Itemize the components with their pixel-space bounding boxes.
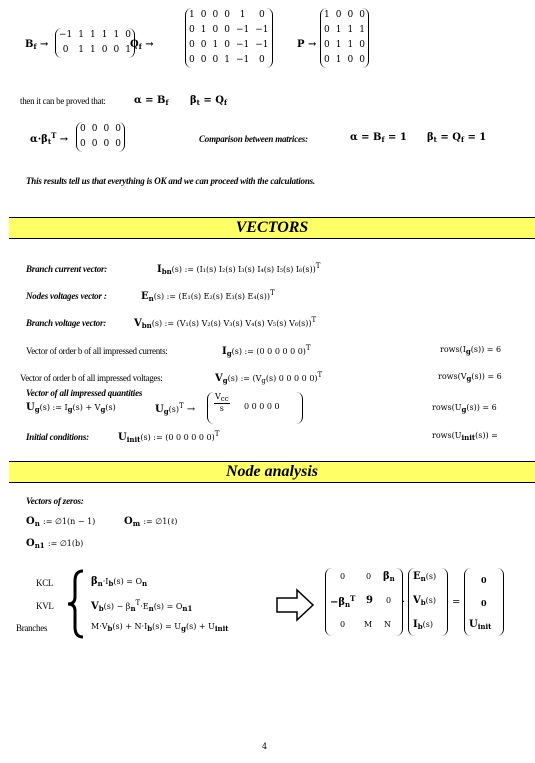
matrix-cell: 0: [359, 55, 365, 65]
matrix-cell: 1: [189, 10, 195, 20]
matrix-cell: 1: [78, 45, 85, 55]
matrix-row: [321, 38, 368, 53]
proof-eq1: $\alpha = B_f$: [134, 95, 169, 107]
ug-t-eq: $U_g(s)^T$ →: [155, 402, 196, 416]
matrix-cell: 0: [212, 10, 219, 20]
matrix-cell: 0: [62, 45, 69, 55]
branch-voltage-eq: $V_{bn}(s)$ := (V₁(s) V₂(s) V₃(s) V₄(s) V₅(s) V₆(s))$^T$: [134, 316, 317, 330]
qf-label: $Q_f$ →: [130, 39, 154, 51]
nodes-voltage-label: Nodes voltages vector :: [26, 291, 107, 301]
vec-e: $E_n(s)$: [413, 571, 437, 583]
implies-arrow-icon: [275, 588, 315, 622]
matrix-cell: 0: [212, 25, 219, 35]
matrix-cell: 1: [335, 40, 342, 50]
sys-r2c3: 0: [386, 596, 392, 605]
matrix-cell: 1: [224, 55, 230, 65]
all-imp-label: Vector of all impressed quantities: [26, 388, 143, 398]
imp-voltage-eq: $V_g(s)$ := ($V_g(s)$ 0 0 0 0 0)$^T$: [215, 371, 323, 385]
matrix-cell: 0: [189, 25, 195, 35]
branches-eq: $M\cdot V_b(s) + N\cdot I_b(s) = U_g(s) + U_{init}$: [91, 622, 229, 633]
matrix-cell: 0: [347, 10, 354, 20]
kvl-label: KVL: [36, 601, 54, 611]
vectors-header: [9, 217, 535, 239]
matrix-cell: 0: [125, 30, 131, 40]
matrix-cell: 1: [101, 30, 108, 40]
branch-voltage-label: Branch voltage vector:: [26, 318, 107, 328]
matrix-cell: 0: [91, 124, 98, 134]
matrix-cell: 0: [224, 25, 230, 35]
zeros-label: Vectors of zeros:: [26, 496, 84, 506]
imp-voltage-label: Vector of order b of all impressed voltages:: [20, 373, 163, 383]
p-label: P →: [297, 39, 317, 50]
matrix-cell: 0: [324, 40, 330, 50]
matrix-cell: 1: [324, 10, 330, 20]
unknowns-vector: [408, 568, 448, 636]
page-number: 4: [262, 742, 268, 751]
proof-text: then it can be proved that:: [20, 96, 106, 106]
sys-r1c2: 0: [366, 572, 372, 581]
matrix-cell: 0: [113, 45, 120, 55]
matrix-cell: 0: [189, 40, 195, 50]
bf-label: $B_f$ →: [25, 39, 49, 51]
branch-current-eq: $I_{bn}(s)$ := (I₁(s) I₂(s) I₃(s) I₄(s) I₅(s) I₆(s))$^T$: [157, 262, 321, 276]
matrix-row: [186, 8, 272, 23]
vec-i: $I_b(s)$: [413, 619, 433, 631]
matrix-cell: 1: [113, 30, 120, 40]
sys-r3c1: 0: [340, 620, 346, 629]
matrix-row: [186, 23, 272, 38]
om-def: $O_m$ := ∅1(ℓ): [124, 516, 178, 528]
matrix-cell: 0: [335, 10, 342, 20]
sys-r2c2: 𝟗: [366, 595, 373, 606]
sys-r1c1: 0: [340, 572, 346, 581]
vec-v: $V_b(s)$: [413, 595, 437, 607]
matrix-cell: 0: [200, 10, 207, 20]
matrix-cell: 1: [90, 45, 96, 55]
matrix-cell: 1: [212, 40, 219, 50]
matrix-cell: 1: [335, 25, 342, 35]
matrix-cell: 1: [78, 30, 85, 40]
matrix-cell: 0: [324, 55, 330, 65]
matrix-row: [77, 137, 124, 152]
matrix-cell: 0: [200, 55, 207, 65]
ug-def: $U_g(s)$ := $I_g(s) + V_g(s)$: [26, 402, 116, 414]
matrix-cell: 0: [115, 124, 121, 134]
comparison-text: Comparison between matrices:: [199, 134, 308, 144]
matrix-cell: 0: [115, 139, 121, 149]
equals-sign: =: [452, 597, 461, 608]
matrix-cell: −1: [235, 55, 250, 65]
sys-r1c3: $\beta_n$: [383, 571, 395, 583]
matrix-cell: −1: [255, 25, 269, 35]
matrix-cell: 1: [125, 45, 131, 55]
matrix-row: [186, 53, 272, 68]
matrix-cell: −1: [235, 40, 250, 50]
matrix-cell: −1: [235, 25, 250, 35]
cmp-eq2: $\beta_t = Q_f = 1$: [427, 132, 487, 144]
matrix-cell: 0: [103, 139, 110, 149]
matrix-cell: 0: [212, 55, 219, 65]
matrix-row: [186, 38, 272, 53]
init-label: Initial conditions:: [26, 432, 89, 442]
matrix-row: [56, 43, 134, 58]
matrix-cell: 0: [189, 55, 195, 65]
ab-matrix: [76, 122, 125, 152]
kvl-eq: $V_b(s) - \beta_n^T\cdot E_n(s) = O_{n1}$: [91, 599, 193, 613]
dot-operator: ·: [402, 597, 406, 608]
left-brace-icon: [66, 569, 86, 639]
matrix-cell: 1: [335, 55, 342, 65]
ug-vector: [207, 392, 303, 424]
rhs-vector: [464, 568, 504, 636]
matrix-cell: 0: [347, 55, 354, 65]
qf-matrix: [185, 8, 273, 68]
imp-current-rows: $rows(I_g(s)) = 6$: [440, 345, 502, 356]
matrix-cell: 0: [359, 40, 365, 50]
nodes-voltage-eq: $E_n(s)$ := (E₁(s) E₂(s) E₃(s) E₄(s))$^T$: [141, 289, 275, 303]
matrix-row: [321, 53, 368, 68]
on-def: $O_n$ := ∅1(n − 1): [26, 516, 96, 528]
matrix-cell: 0: [258, 55, 265, 65]
kcl-eq: $\beta_n\cdot I_b(s) = O_n$: [91, 576, 148, 588]
init-eq: $U_{init}(s)$ := (0 0 0 0 0 0)$^T$: [118, 430, 220, 444]
sys-r3c2: M: [364, 620, 373, 629]
branches-label: Branches: [16, 623, 48, 633]
system-matrix: [325, 568, 406, 636]
matrix-row: [77, 122, 124, 137]
matrix-cell: 0: [224, 10, 230, 20]
matrix-cell: 0: [91, 139, 98, 149]
matrix-cell: 0: [80, 124, 86, 134]
matrix-row: [56, 28, 134, 43]
proof-eq2: $\beta_t = Q_f$: [190, 95, 227, 107]
sys-r3c3: N: [384, 620, 391, 629]
matrix-cell: −1: [255, 40, 269, 50]
matrix-cell: −1: [59, 30, 73, 40]
imp-current-label: Vector of order b of all impressed currents:: [26, 346, 168, 356]
kcl-label: KCL: [36, 578, 54, 588]
p-matrix: [320, 8, 369, 68]
ab-label: $\alpha\cdot\beta_t^T$ →: [30, 131, 69, 146]
cmp-eq1: $\alpha = B_f = 1$: [350, 132, 407, 144]
imp-current-eq: $I_g(s)$ := (0 0 0 0 0 0)$^T$: [222, 344, 311, 358]
init-rows: $rows(U_{init}(s))$ =: [432, 431, 498, 442]
matrix-row: [321, 8, 368, 23]
matrix-cell: 0: [101, 45, 108, 55]
matrix-row: [321, 23, 368, 38]
matrix-cell: 0: [258, 10, 265, 20]
matrix-cell: 0: [224, 40, 230, 50]
matrix-cell: 1: [239, 10, 246, 20]
vcc-fraction: $V_{cc}$ s: [215, 392, 229, 413]
matrix-cell: 1: [90, 30, 96, 40]
matrix-cell: 0: [80, 139, 86, 149]
matrix-cell: 0: [103, 124, 110, 134]
rhs-r3: $U_{init}$: [469, 619, 492, 631]
node-analysis-header: [9, 461, 535, 483]
rhs-r1: 0: [481, 575, 487, 585]
imp-voltage-rows: $rows(V_g(s)) = 6$: [438, 372, 502, 383]
sys-r2c1: $-\beta_n^T$: [330, 594, 356, 609]
ug-zeros: 0 0 0 0 0: [244, 402, 280, 411]
matrix-cell: 1: [347, 40, 354, 50]
vectors-title: VECTORS: [235, 219, 309, 236]
node-analysis-title: Node analysis: [226, 463, 318, 480]
matrix-cell: 0: [359, 10, 365, 20]
matrix-cell: 0: [200, 40, 207, 50]
branch-current-label: Branch current vector:: [26, 264, 108, 274]
matrix-cell: 1: [347, 25, 354, 35]
on1-def: $O_{n1}$ := ∅1(b): [26, 538, 84, 550]
matrix-cell: 0: [324, 25, 330, 35]
matrix-cell: 1: [359, 25, 365, 35]
rhs-r2: 0: [481, 598, 487, 608]
bf-matrix: [55, 28, 135, 58]
ug-rows: $rows(U_g(s)) = 6$: [432, 403, 497, 414]
matrix-cell: 1: [200, 25, 207, 35]
result-text: This results tell us that everything is OK and we can proceed with the calculations.: [26, 176, 315, 186]
